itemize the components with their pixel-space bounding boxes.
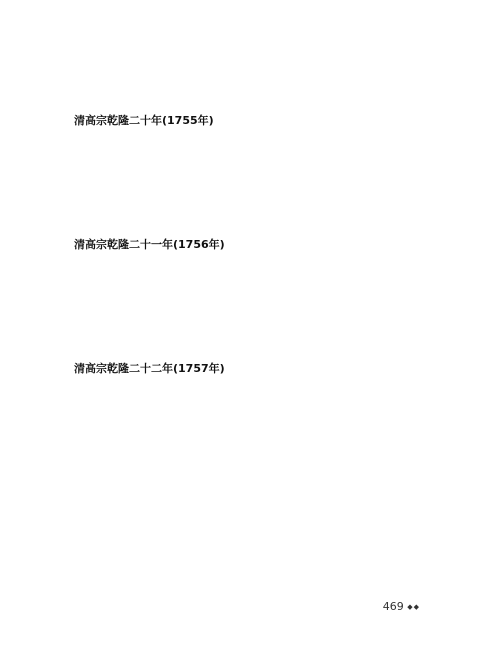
paragraph	[74, 280, 418, 298]
section-heading: 清高宗乾隆二十一年(1756年)	[74, 238, 225, 251]
page-number-value: 469	[382, 600, 404, 613]
source-note	[74, 72, 418, 104]
paragraph	[74, 384, 418, 402]
paragraph	[74, 300, 418, 318]
page-body	[74, 72, 418, 444]
paragraph	[74, 260, 418, 278]
source-note	[74, 196, 418, 228]
source-note	[74, 320, 418, 352]
paragraph	[74, 156, 418, 174]
page-number	[383, 600, 420, 613]
section-heading: 清高宗乾隆二十二年(1757年)	[74, 362, 225, 375]
source-note	[74, 404, 418, 436]
paragraph	[74, 136, 418, 154]
page-number-ornament: ◆◆	[407, 603, 420, 611]
paragraph	[74, 176, 418, 194]
section-heading: 清高宗乾隆二十年(1755年)	[74, 114, 214, 127]
